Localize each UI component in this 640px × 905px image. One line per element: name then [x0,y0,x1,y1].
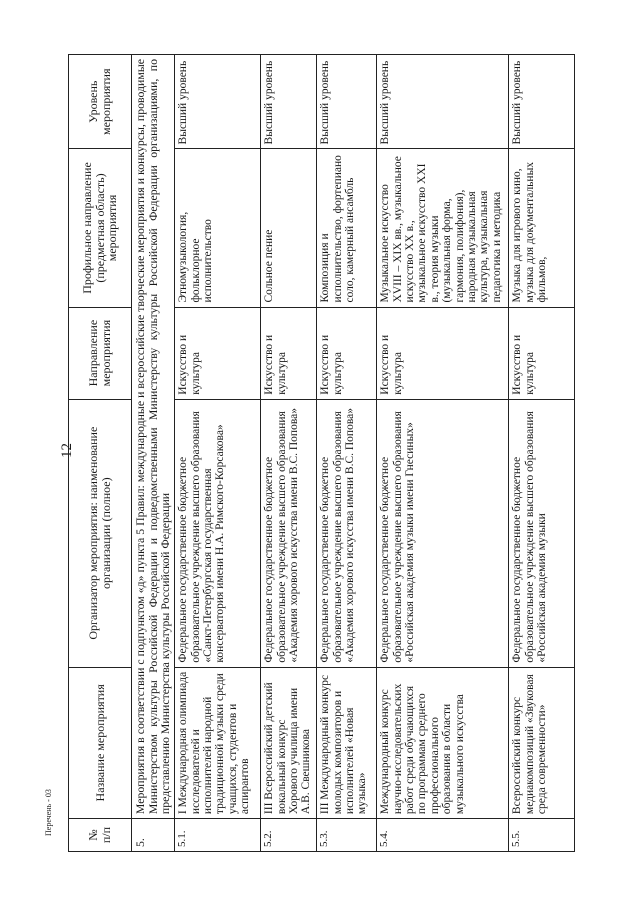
cell-level: Высший уровень [317,55,377,149]
cell-profile: Музыка для игрового кино, музыка для документальных фильмов, [509,149,575,307]
cell-level: Высший уровень [377,55,509,149]
cell-profile: Этномузыкология, фольклорное исполнительство [175,149,261,307]
cell-direction: Искусство и культура [509,307,575,399]
section-row [132,55,175,852]
table-row [261,55,317,852]
table-body [175,55,575,852]
cell-direction: Искусство и культура [175,307,261,399]
cell-name: Всероссийский конкурс медиакомпозиций «Звуковая среда современности» [509,667,575,818]
cell-name: I Международная олимпиада исследователей и исполнителей народной традиционной музыки среди учащихся, студентов и аспирантов [175,667,261,818]
cell-direction: Искусство и культура [377,307,509,399]
cell-num: 5.3. [317,819,377,852]
table-row [377,55,509,852]
rotated-document [68,54,573,852]
page-number: 12 [59,443,75,458]
cell-name: III Всероссийский детский вокальный конкурс Хорового училища имени А.В. Свешникова [261,667,317,818]
cell-profile: Сольное пение [261,149,317,307]
cell-name: Международный конкурс научно-исследовательских работ среди обучающихся по программам среднего профессионального образования в области музыкального искусства [377,667,509,818]
events-table [68,54,575,852]
table-row [509,55,575,852]
footer-note: Перечень - 03 [44,789,53,836]
cell-num: 5.2. [261,819,317,852]
header-organizer: Организатор мероприятия: наименование организации (полное) [69,399,132,667]
cell-organizer: Федеральное государственное бюджетное образовательное учреждение высшего образования «Академия хорового искусства имени В.С. Попова» [261,399,317,667]
header-num: № п/п [69,819,132,852]
cell-num: 5.5. [509,819,575,852]
cell-num: 5.4. [377,819,509,852]
cell-direction: Искусство и культура [317,307,377,399]
cell-direction: Искусство и культура [261,307,317,399]
cell-level: Высший уровень [175,55,261,149]
header-direction: Направление мероприятия [69,307,132,399]
cell-profile: Музыкальное искусство XVIII – XIX вв., музыкальное искусство XX в., музыкальное искусство XXI в., теория музыки (музыкальная форма, гармония, полифония), народная музыкальная культура, музыкальная педагогика и методика [377,149,509,307]
cell-level: Высший уровень [261,55,317,149]
cell-level: Высший уровень [509,55,575,149]
header-profile: Профильное направление (предметная область) мероприятия [69,149,132,307]
cell-organizer: Федеральное государственное бюджетное образовательное учреждение высшего образования «Академия хорового искусства имени В.С. Попова» [317,399,377,667]
section-text: Мероприятия в соответствии с подпунктом «д» пункта 5 Правил: международные и всероссийские творческие мероприятия и конкурсы, проводимые Министерством культуры Российской Федерации и подведомственными Министерству культуры Российской Федерации организациями, по представлению Министерства культуры Российской Федерации [132,55,175,819]
table-header-row [69,55,132,852]
cell-organizer: Федеральное государственное бюджетное образовательное учреждение высшего образования «Российская академия музыки имени Гнесиных» [377,399,509,667]
header-level: Уровень мероприятия [69,55,132,149]
cell-num: 5.1. [175,819,261,852]
header-name: Название мероприятия [69,667,132,818]
section-num: 5. [132,819,175,852]
table-row [175,55,261,852]
cell-organizer: Федеральное государственное бюджетное образовательное учреждение высшего образования «Санкт-Петербургская государственная консерватория имени Н.А. Римского-Корсакова» [175,399,261,667]
cell-name: III Международный конкурс молодых композиторов и исполнителей «Новая музыка» [317,667,377,818]
table-row [317,55,377,852]
cell-organizer: Федеральное государственное бюджетное образовательное учреждение высшего образования «Российская академия музыки [509,399,575,667]
cell-profile: Композиция и исполнительство, фортепиано соло, камерный ансамбль [317,149,377,307]
